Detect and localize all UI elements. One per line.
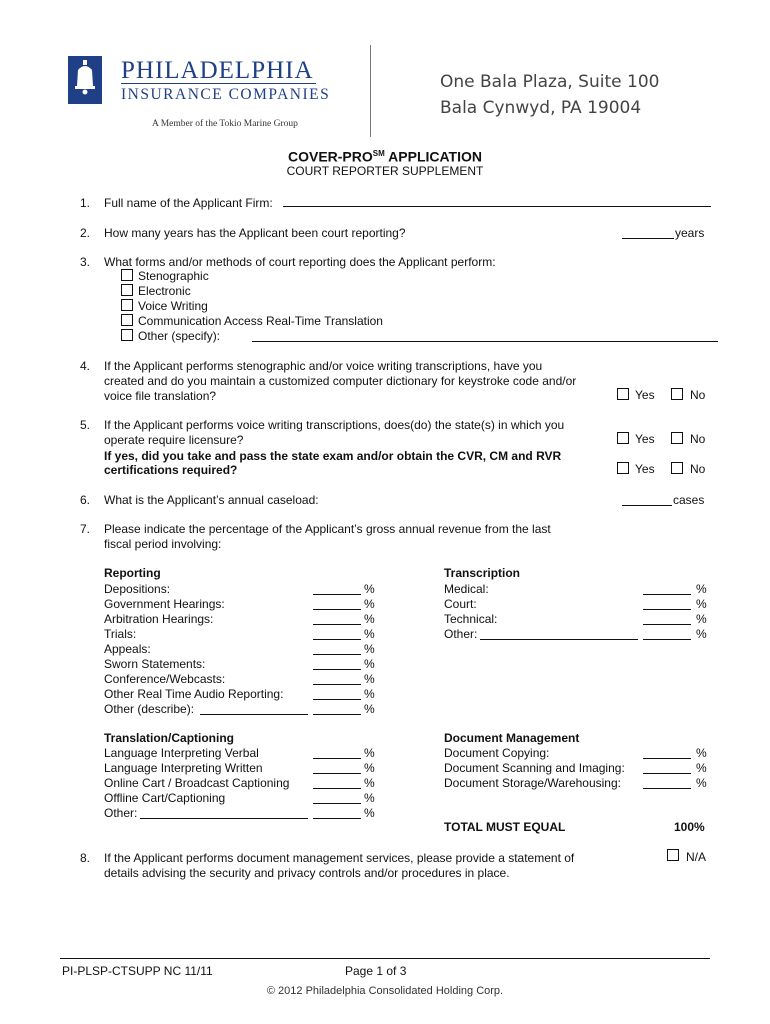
company-logo-icon [68,56,102,104]
total-label: TOTAL MUST EQUAL [444,820,566,834]
total-value: 100% [674,820,705,834]
percent-sign: % [364,672,375,686]
q2-number: 2. [80,226,91,240]
percent-sign: % [364,642,375,656]
reporting-item: Sworn Statements: [104,657,206,671]
sworn-statements-percent-field[interactable] [313,669,361,670]
q8-na-checkbox[interactable] [667,849,679,861]
other-method-field[interactable] [252,341,718,342]
percent-sign: % [696,761,707,775]
transcription-item: Medical: [444,582,489,596]
q3-number: 3. [80,255,91,269]
q5-licensure-no-checkbox[interactable] [671,432,683,444]
q5-licensure-yes-checkbox[interactable] [617,432,629,444]
percent-sign: % [364,761,375,775]
voice-writing-checkbox[interactable] [121,299,133,311]
cart-checkbox[interactable] [121,314,133,326]
q5-line1: If the Applicant performs voice writing transcriptions, does(do) the state(s) in which you [104,418,565,432]
online-cart-percent-field[interactable] [313,788,361,789]
medical-percent-field[interactable] [643,594,691,595]
transcription-item: Court: [444,597,477,611]
page-number: Page 1 of 3 [345,964,407,978]
q5-bold-line2: certifications required? [104,463,238,477]
electronic-checkbox[interactable] [121,284,133,296]
reporting-item: Appeals: [104,642,151,656]
q5-line2: operate require licensure? [104,433,244,447]
document-item: Document Copying: [444,746,550,760]
reporting-item: Other (describe): [104,702,195,716]
percent-sign: % [364,806,375,820]
stenographic-checkbox[interactable] [121,269,133,281]
q6-text: What is the Applicant’s annual caseload: [104,493,319,507]
percent-sign: % [696,746,707,760]
logo-divider [121,83,316,84]
q5-bold-line1: If yes, did you take and pass the state exam and/or obtain the CVR, CM and RVR [104,449,562,463]
reporting-item: Other Real Time Audio Reporting: [104,687,284,701]
document-item: Document Scanning and Imaging: [444,761,625,775]
appeals-percent-field[interactable] [313,654,361,655]
member-line: A Member of the Tokio Marine Group [152,119,298,129]
cart-label: Communication Access Real-Time Translation [138,314,383,328]
q7-number: 7. [80,522,91,536]
q7-line1: Please indicate the percentage of the Applicant’s gross annual revenue from the last [104,522,551,536]
reporting-item: Conference/Webcasts: [104,672,226,686]
percent-sign: % [364,702,375,716]
government-hearings-percent-field[interactable] [313,609,361,610]
voice-writing-label: Voice Writing [138,299,208,313]
form-title [0,146,770,165]
form-title-main: COVER-PRO [287,148,373,165]
q8-line1: If the Applicant performs document management services, please provide a statement of [104,851,575,865]
q1-number: 1. [80,196,91,210]
q4-line1: If the Applicant performs stenographic and/or voice writing transcriptions, have you [104,359,543,373]
q6-number: 6. [80,493,91,507]
transcription-heading: Transcription [444,566,521,580]
header-divider [370,45,371,137]
q3-text: What forms and/or methods of court reporting does the Applicant perform: [104,255,496,269]
q4-line3: voice file translation? [104,389,217,403]
percent-sign: % [696,612,707,626]
q5-licensure-yes-label: Yes [635,432,655,446]
percent-sign: % [364,627,375,641]
court-percent-field[interactable] [643,609,691,610]
other-method-label: Other (specify): [138,329,221,343]
other-translation-percent-field[interactable] [313,818,361,819]
q8-na-label: N/A [686,850,707,864]
translation-item: Other: [104,806,138,820]
electronic-label: Electronic [138,284,191,298]
percent-sign: % [696,776,707,790]
address-line2: Bala Cynwyd, PA 19004 [440,98,642,118]
document-copying-percent-field[interactable] [643,758,691,759]
translation-item: Online Cart / Broadcast Captioning [104,776,290,790]
other-translation-description-field[interactable] [140,818,308,819]
q5-exam-yes-checkbox[interactable] [617,462,629,474]
q4-yes-checkbox[interactable] [617,388,629,400]
q8-number: 8. [80,851,91,865]
other-transcription-percent-field[interactable] [643,639,691,640]
q5-licensure-no-label: No [690,432,706,446]
transcription-item: Technical: [444,612,498,626]
arbitration-hearings-percent-field[interactable] [313,624,361,625]
q4-line2: created and do you maintain a customized computer dictionary for keystroke code and/or [104,374,577,388]
conference-webcasts-percent-field[interactable] [313,684,361,685]
other-reporting-description-field[interactable] [200,714,308,715]
applicant-firm-name-field[interactable] [283,206,711,207]
percent-sign: % [364,746,375,760]
q4-no-label: No [690,388,706,402]
stenographic-label: Stenographic [138,269,209,283]
footer-rule [60,958,710,959]
reporting-heading: Reporting [104,566,161,580]
translation-item: Offline Cart/Captioning [104,791,226,805]
form-code: PI-PLSP-CTSUPP NC 11/11 [62,964,213,978]
other-method-checkbox[interactable] [121,329,133,341]
offline-cart-percent-field[interactable] [313,803,361,804]
percent-sign: % [364,597,375,611]
document-storage-percent-field[interactable] [643,788,691,789]
percent-sign: % [364,582,375,596]
document-heading: Document Management [444,731,580,745]
percent-sign: % [364,612,375,626]
q4-yes-label: Yes [635,388,655,402]
q5-number: 5. [80,418,91,432]
q5-exam-no-checkbox[interactable] [671,462,683,474]
q4-no-checkbox[interactable] [671,388,683,400]
company-name-line2: INSURANCE COMPANIES [121,86,331,103]
years-unit: years [675,226,705,240]
form-subtitle: COURT REPORTER SUPPLEMENT [286,164,484,178]
q7-line2: fiscal period involving: [104,537,222,551]
depositions-percent-field[interactable] [313,594,361,595]
percent-sign: % [364,791,375,805]
q8-line2: details advising the security and privacy controls and/or procedures in place. [104,866,510,880]
interpreting-verbal-percent-field[interactable] [313,758,361,759]
percent-sign: % [364,657,375,671]
other-transcription-description-field[interactable] [480,639,638,640]
address-line1: One Bala Plaza, Suite 100 [440,72,660,92]
q4-number: 4. [80,359,91,373]
real-time-audio-percent-field[interactable] [313,699,361,700]
percent-sign: % [364,776,375,790]
company-name-line1: PHILADELPHIA [121,57,314,84]
percent-sign: % [696,582,707,596]
translation-item: Language Interpreting Written [104,761,263,775]
years-reporting-field[interactable] [622,238,674,239]
reporting-item: Trials: [104,627,137,641]
copyright: © 2012 Philadelphia Consolidated Holding Corp. [266,985,504,997]
document-scanning-percent-field[interactable] [643,773,691,774]
trials-percent-field[interactable] [313,639,361,640]
form-title-sup: SM [372,149,385,158]
percent-sign: % [696,597,707,611]
translation-item: Language Interpreting Verbal [104,746,259,760]
form-title-suffix: APPLICATION [384,148,483,165]
technical-percent-field[interactable] [643,624,691,625]
other-reporting-percent-field[interactable] [313,714,361,715]
q5-exam-no-label: No [690,462,706,476]
reporting-item: Arbitration Hearings: [104,612,214,626]
q1-text: Full name of the Applicant Firm: [104,196,273,210]
interpreting-written-percent-field[interactable] [313,773,361,774]
document-item: Document Storage/Warehousing: [444,776,621,790]
q2-text: How many years has the Applicant been court reporting? [104,226,406,240]
q5-exam-yes-label: Yes [635,462,655,476]
transcription-item: Other: [444,627,478,641]
percent-sign: % [696,627,707,641]
percent-sign: % [364,687,375,701]
reporting-item: Government Hearings: [104,597,225,611]
reporting-item: Depositions: [104,582,171,596]
cases-unit: cases [673,493,705,507]
caseload-field[interactable] [622,505,672,506]
translation-heading: Translation/Captioning [104,731,235,745]
